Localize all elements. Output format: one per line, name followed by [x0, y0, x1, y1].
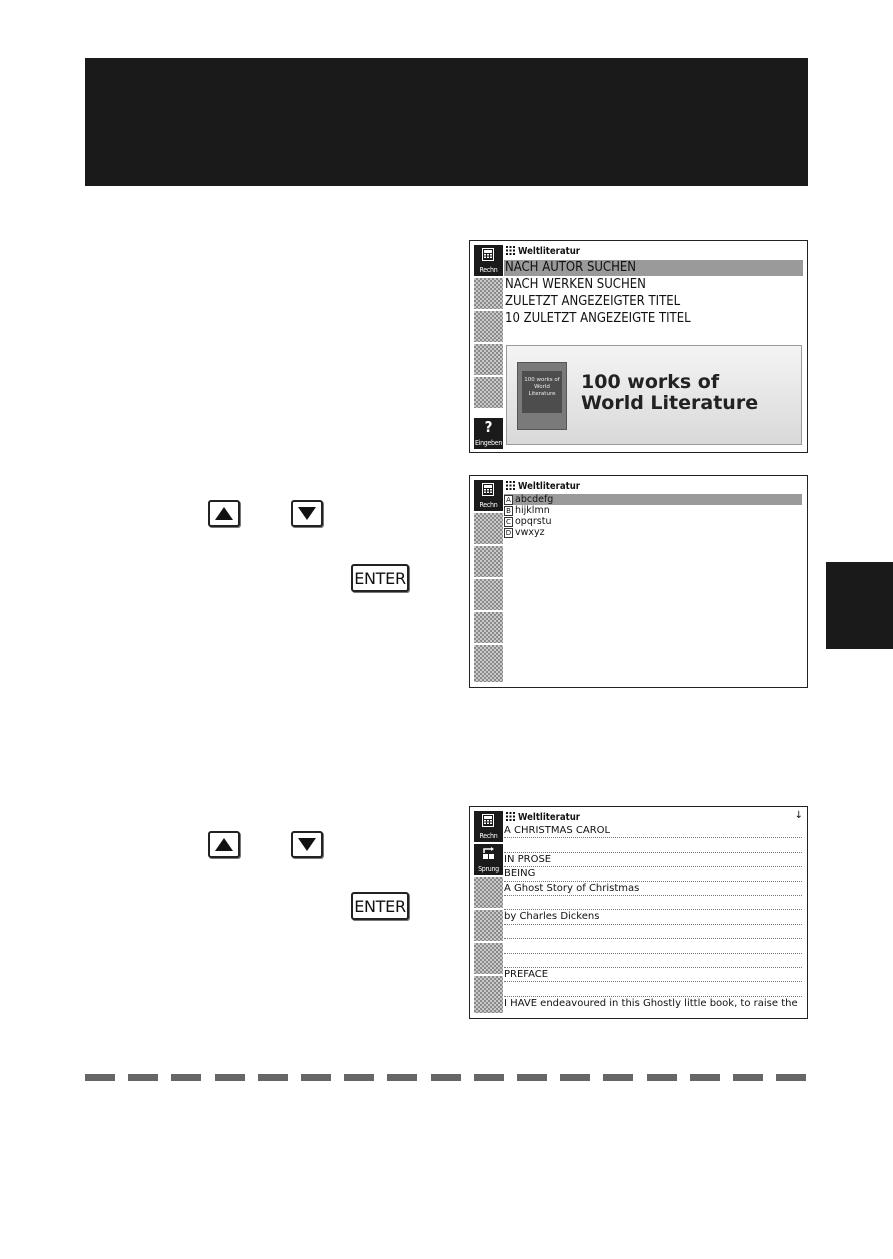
divider-dash — [85, 1074, 115, 1081]
text-line: A Ghost Story of Christmas — [504, 882, 802, 896]
question-mark-icon: ? — [484, 418, 493, 436]
alphabet-row[interactable] — [504, 494, 802, 505]
menu-item-search-works[interactable]: NACH WERKEN SUCHEN — [505, 277, 646, 292]
alphabet-range: opqrstu — [515, 516, 552, 527]
alphabet-range: abcdefg — [515, 494, 554, 505]
sidebar-blank-cell — [474, 976, 503, 1014]
device-screen-text — [469, 806, 808, 1019]
sidebar-blank-cell — [474, 943, 503, 975]
alphabet-row[interactable] — [504, 516, 802, 527]
book-cover — [517, 362, 567, 430]
divider-dash — [215, 1074, 245, 1081]
sidebar-blank-cell — [474, 278, 503, 310]
sidebar-blank-cell — [474, 513, 503, 545]
divider-dash — [171, 1074, 201, 1081]
screen-title-text: Weltliteratur — [518, 812, 581, 823]
book-cover-text: 100 works of World Literature — [522, 371, 562, 413]
promo-title — [581, 372, 758, 414]
sidebar-blank-cell — [474, 877, 503, 909]
alphabet-key: D — [505, 529, 512, 537]
text-line — [504, 838, 802, 852]
sidebar-blank-cell — [474, 612, 503, 644]
screen-title-text: Weltliteratur — [518, 246, 581, 257]
sidebar-blank-cell — [474, 579, 503, 611]
divider-dash — [690, 1074, 720, 1081]
menu-item-search-author[interactable]: NACH AUTOR SUCHEN — [504, 260, 803, 276]
header-banner — [85, 58, 808, 186]
sidebar-blank-cell — [474, 377, 503, 409]
sidebar-label: Sprung — [478, 865, 499, 873]
text-line: IN PROSE — [504, 853, 802, 867]
sidebar-blank-cell — [474, 546, 503, 578]
down-arrow-key-icon — [291, 500, 323, 527]
text-line: I HAVE endeavoured in this Ghostly little book, to raise the — [504, 997, 798, 1009]
chapter-side-tab — [826, 562, 893, 649]
alphabet-row[interactable] — [504, 505, 802, 516]
sidebar-blank-cell — [474, 344, 503, 376]
grid-icon — [506, 812, 515, 821]
alphabet-key: C — [504, 517, 513, 527]
up-arrow-key-icon — [208, 831, 240, 858]
scroll-down-icon[interactable]: ↓ — [794, 810, 803, 821]
alphabet-key: A — [504, 495, 513, 505]
sidebar-help-button[interactable] — [474, 418, 503, 450]
divider-dash — [560, 1074, 590, 1081]
grid-icon — [506, 246, 515, 255]
sidebar-calculator-button[interactable] — [474, 480, 503, 512]
sidebar-label: Eingeben — [474, 439, 503, 447]
screen-title — [506, 812, 580, 823]
up-arrow-key-icon — [208, 500, 240, 527]
enter-key: ENTER — [351, 564, 409, 592]
divider-dash — [387, 1074, 417, 1081]
divider-dash — [431, 1074, 461, 1081]
sidebar-blank-cell — [474, 311, 503, 343]
sidebar-label: Rechn — [479, 266, 498, 274]
text-line — [504, 896, 802, 910]
divider-dash — [733, 1074, 763, 1081]
divider-dash — [517, 1074, 547, 1081]
device-screen-alphabet — [469, 475, 808, 688]
divider-dash — [258, 1074, 288, 1081]
divider-dash — [301, 1074, 331, 1081]
menu-item-last-ten-titles[interactable]: 10 ZULETZT ANGEZEIGTE TITEL — [505, 311, 691, 326]
grid-icon — [506, 481, 515, 490]
text-line: PREFACE — [504, 968, 802, 982]
alphabet-key: B — [504, 506, 513, 516]
calculator-icon — [482, 248, 494, 261]
device-screen-menu — [469, 240, 808, 453]
alphabet-row[interactable] — [504, 527, 802, 538]
promo-banner — [506, 345, 802, 445]
sidebar-label: Rechn — [479, 832, 498, 840]
sidebar-calculator-button[interactable] — [474, 245, 503, 277]
text-line: A CHRISTMAS CAROL — [504, 824, 802, 838]
divider-dash — [128, 1074, 158, 1081]
divider-dash — [474, 1074, 504, 1081]
text-line — [504, 925, 802, 939]
sidebar-blank-cell — [474, 910, 503, 942]
divider-dash — [603, 1074, 633, 1081]
menu-item-last-title[interactable]: ZULETZT ANGEZEIGTER TITEL — [505, 294, 681, 309]
screen-title-text: Weltliteratur — [518, 481, 581, 492]
sidebar-blank-cell — [474, 645, 503, 683]
calculator-icon — [482, 814, 494, 827]
divider-dash — [647, 1074, 677, 1081]
divider-dash — [344, 1074, 374, 1081]
screen-title — [506, 481, 580, 492]
sidebar-calculator-button[interactable] — [474, 811, 503, 843]
calculator-icon — [482, 483, 494, 496]
divider-dash — [776, 1074, 806, 1081]
down-arrow-key-icon — [291, 831, 323, 858]
sidebar-jump-button[interactable] — [474, 844, 503, 876]
sidebar-label: Rechn — [479, 501, 498, 509]
text-line — [504, 954, 802, 968]
text-line: by Charles Dickens — [504, 910, 802, 924]
jump-icon — [482, 847, 495, 860]
alphabet-range: vwxyz — [515, 527, 545, 538]
text-line — [504, 939, 802, 953]
text-line — [504, 982, 802, 996]
promo-title-line: 100 works of — [581, 371, 720, 393]
screen-title — [506, 246, 580, 257]
enter-key: ENTER — [351, 892, 409, 920]
alphabet-range: hijklmn — [515, 505, 550, 516]
text-line: BEING — [504, 867, 802, 881]
promo-title-line: World Literature — [581, 392, 759, 414]
